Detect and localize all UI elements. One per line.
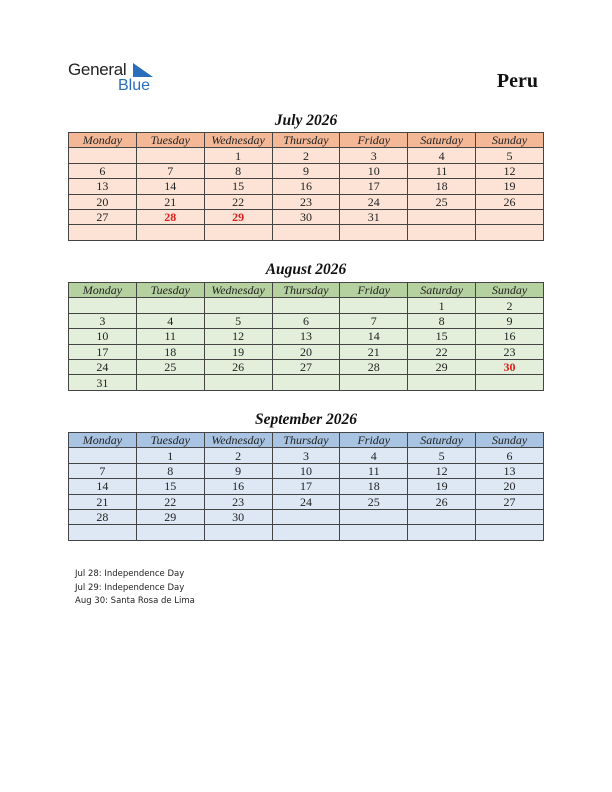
brand-logo bbox=[68, 60, 168, 96]
day-cell: 27 bbox=[272, 359, 340, 374]
week-row bbox=[69, 344, 544, 359]
day-cell: 12 bbox=[476, 163, 544, 178]
day-cell: 20 bbox=[476, 479, 544, 494]
weekday-header: Saturday bbox=[408, 133, 476, 148]
day-cell: 24 bbox=[69, 359, 137, 374]
day-cell bbox=[476, 509, 544, 524]
day-cell: 21 bbox=[69, 494, 137, 509]
day-cell: 31 bbox=[69, 375, 137, 390]
day-cell bbox=[69, 448, 137, 463]
day-cell: 28 bbox=[136, 209, 204, 224]
day-cell bbox=[476, 209, 544, 224]
day-cell: 10 bbox=[340, 163, 408, 178]
week-row bbox=[69, 494, 544, 509]
day-cell: 26 bbox=[408, 494, 476, 509]
day-cell: 3 bbox=[69, 313, 137, 328]
week-row bbox=[69, 509, 544, 524]
day-cell: 8 bbox=[408, 313, 476, 328]
holiday-note: Jul 29: Independence Day bbox=[75, 582, 185, 593]
day-cell bbox=[69, 225, 137, 240]
holiday-notes bbox=[75, 568, 195, 609]
day-cell: 13 bbox=[272, 329, 340, 344]
day-cell bbox=[476, 375, 544, 390]
day-cell: 16 bbox=[204, 479, 272, 494]
day-cell: 6 bbox=[476, 448, 544, 463]
week-row bbox=[69, 225, 544, 240]
weekday-header: Wednesday bbox=[204, 283, 272, 298]
day-cell: 4 bbox=[136, 313, 204, 328]
day-cell: 27 bbox=[476, 494, 544, 509]
day-cell: 17 bbox=[69, 344, 137, 359]
day-cell: 11 bbox=[136, 329, 204, 344]
day-cell: 28 bbox=[340, 359, 408, 374]
month-title-july: July 2026 bbox=[274, 112, 338, 129]
day-cell bbox=[272, 225, 340, 240]
calendar-july bbox=[68, 132, 544, 241]
week-row bbox=[69, 298, 544, 313]
week-row bbox=[69, 479, 544, 494]
week-row bbox=[69, 313, 544, 328]
day-cell: 10 bbox=[69, 329, 137, 344]
day-cell: 4 bbox=[340, 448, 408, 463]
day-cell bbox=[272, 298, 340, 313]
day-cell: 24 bbox=[272, 494, 340, 509]
weekday-header: Monday bbox=[69, 433, 137, 448]
logo-triangle-icon bbox=[133, 63, 153, 77]
day-cell: 12 bbox=[408, 463, 476, 478]
day-cell: 5 bbox=[408, 448, 476, 463]
day-cell bbox=[340, 298, 408, 313]
day-cell: 29 bbox=[204, 209, 272, 224]
weekday-header: Thursday bbox=[272, 283, 340, 298]
day-cell: 2 bbox=[272, 148, 340, 163]
day-cell: 30 bbox=[272, 209, 340, 224]
weekday-header: Monday bbox=[69, 133, 137, 148]
week-row bbox=[69, 375, 544, 390]
weekday-header: Friday bbox=[340, 133, 408, 148]
day-cell: 23 bbox=[476, 344, 544, 359]
day-cell: 21 bbox=[136, 194, 204, 209]
weekday-header: Wednesday bbox=[204, 433, 272, 448]
week-row bbox=[69, 148, 544, 163]
day-cell: 8 bbox=[204, 163, 272, 178]
day-cell bbox=[204, 298, 272, 313]
day-cell bbox=[204, 525, 272, 540]
day-cell: 6 bbox=[69, 163, 137, 178]
day-cell: 18 bbox=[136, 344, 204, 359]
day-cell: 3 bbox=[340, 148, 408, 163]
week-row bbox=[69, 359, 544, 374]
month-title-september: September 2026 bbox=[254, 411, 358, 428]
week-row bbox=[69, 209, 544, 224]
day-cell: 22 bbox=[204, 194, 272, 209]
day-cell: 29 bbox=[136, 509, 204, 524]
day-cell: 25 bbox=[136, 359, 204, 374]
weekday-header: Tuesday bbox=[136, 283, 204, 298]
country-title: Peru bbox=[496, 70, 538, 92]
day-cell: 15 bbox=[136, 479, 204, 494]
day-cell: 6 bbox=[272, 313, 340, 328]
logo-text-blue: Blue bbox=[118, 77, 151, 94]
day-cell bbox=[340, 509, 408, 524]
day-cell: 20 bbox=[272, 344, 340, 359]
weekday-header: Friday bbox=[340, 283, 408, 298]
day-cell bbox=[272, 525, 340, 540]
week-row bbox=[69, 448, 544, 463]
day-cell: 15 bbox=[204, 179, 272, 194]
day-cell: 21 bbox=[340, 344, 408, 359]
day-cell: 26 bbox=[476, 194, 544, 209]
day-cell bbox=[272, 509, 340, 524]
day-cell: 18 bbox=[408, 179, 476, 194]
weekday-header: Tuesday bbox=[136, 133, 204, 148]
holiday-note: Aug 30: Santa Rosa de Lima bbox=[75, 596, 195, 606]
day-cell: 14 bbox=[340, 329, 408, 344]
day-cell: 13 bbox=[69, 179, 137, 194]
day-cell: 1 bbox=[204, 148, 272, 163]
day-cell: 13 bbox=[476, 463, 544, 478]
day-cell bbox=[340, 525, 408, 540]
day-cell bbox=[136, 298, 204, 313]
weekday-header: Sunday bbox=[476, 283, 544, 298]
day-cell bbox=[69, 148, 137, 163]
day-cell: 30 bbox=[204, 509, 272, 524]
day-cell: 20 bbox=[69, 194, 137, 209]
day-cell: 7 bbox=[340, 313, 408, 328]
weekday-header: Friday bbox=[340, 433, 408, 448]
day-cell: 22 bbox=[136, 494, 204, 509]
weekday-header: Monday bbox=[69, 283, 137, 298]
day-cell: 10 bbox=[272, 463, 340, 478]
day-cell bbox=[69, 525, 137, 540]
day-cell: 24 bbox=[340, 194, 408, 209]
day-cell bbox=[408, 209, 476, 224]
day-cell: 2 bbox=[204, 448, 272, 463]
weekday-header: Thursday bbox=[272, 433, 340, 448]
day-cell: 7 bbox=[69, 463, 137, 478]
day-cell: 1 bbox=[136, 448, 204, 463]
day-cell bbox=[136, 148, 204, 163]
week-row bbox=[69, 194, 544, 209]
day-cell bbox=[136, 225, 204, 240]
day-cell: 2 bbox=[476, 298, 544, 313]
day-cell bbox=[204, 375, 272, 390]
day-cell bbox=[69, 298, 137, 313]
day-cell: 27 bbox=[69, 209, 137, 224]
day-cell: 28 bbox=[69, 509, 137, 524]
week-row bbox=[69, 163, 544, 178]
day-cell: 17 bbox=[340, 179, 408, 194]
day-cell bbox=[340, 375, 408, 390]
day-cell: 17 bbox=[272, 479, 340, 494]
day-cell bbox=[408, 509, 476, 524]
day-cell: 9 bbox=[204, 463, 272, 478]
day-cell bbox=[136, 375, 204, 390]
day-cell: 19 bbox=[408, 479, 476, 494]
day-cell bbox=[204, 225, 272, 240]
day-cell: 9 bbox=[272, 163, 340, 178]
day-cell: 5 bbox=[204, 313, 272, 328]
week-row bbox=[69, 179, 544, 194]
weekday-header: Sunday bbox=[476, 133, 544, 148]
day-cell bbox=[272, 375, 340, 390]
day-cell: 30 bbox=[476, 359, 544, 374]
weekday-header: Tuesday bbox=[136, 433, 204, 448]
weekday-header: Saturday bbox=[408, 283, 476, 298]
day-cell: 23 bbox=[204, 494, 272, 509]
day-cell: 19 bbox=[476, 179, 544, 194]
day-cell: 4 bbox=[408, 148, 476, 163]
day-cell: 29 bbox=[408, 359, 476, 374]
day-cell: 11 bbox=[408, 163, 476, 178]
day-cell: 12 bbox=[204, 329, 272, 344]
holiday-note: Jul 28: Independence Day bbox=[75, 569, 185, 579]
weekday-header: Saturday bbox=[408, 433, 476, 448]
day-cell: 26 bbox=[204, 359, 272, 374]
day-cell bbox=[136, 525, 204, 540]
day-cell bbox=[408, 375, 476, 390]
calendar-august bbox=[68, 282, 544, 391]
day-cell bbox=[476, 525, 544, 540]
week-row bbox=[69, 525, 544, 540]
day-cell bbox=[476, 225, 544, 240]
day-cell bbox=[408, 525, 476, 540]
day-cell: 8 bbox=[136, 463, 204, 478]
day-cell: 18 bbox=[340, 479, 408, 494]
month-title-august: August 2026 bbox=[265, 261, 347, 278]
day-cell: 16 bbox=[476, 329, 544, 344]
day-cell: 19 bbox=[204, 344, 272, 359]
weekday-header: Sunday bbox=[476, 433, 544, 448]
week-row bbox=[69, 463, 544, 478]
calendar-september bbox=[68, 432, 544, 541]
day-cell: 16 bbox=[272, 179, 340, 194]
day-cell: 7 bbox=[136, 163, 204, 178]
day-cell: 25 bbox=[408, 194, 476, 209]
day-cell: 25 bbox=[340, 494, 408, 509]
day-cell: 3 bbox=[272, 448, 340, 463]
day-cell: 5 bbox=[476, 148, 544, 163]
day-cell: 1 bbox=[408, 298, 476, 313]
day-cell: 9 bbox=[476, 313, 544, 328]
day-cell: 31 bbox=[340, 209, 408, 224]
day-cell bbox=[340, 225, 408, 240]
day-cell: 14 bbox=[136, 179, 204, 194]
day-cell: 15 bbox=[408, 329, 476, 344]
day-cell: 14 bbox=[69, 479, 137, 494]
day-cell: 22 bbox=[408, 344, 476, 359]
weekday-header: Thursday bbox=[272, 133, 340, 148]
week-row bbox=[69, 329, 544, 344]
day-cell bbox=[408, 225, 476, 240]
day-cell: 11 bbox=[340, 463, 408, 478]
logo-text-general: General bbox=[68, 60, 127, 79]
weekday-header: Wednesday bbox=[204, 133, 272, 148]
day-cell: 23 bbox=[272, 194, 340, 209]
